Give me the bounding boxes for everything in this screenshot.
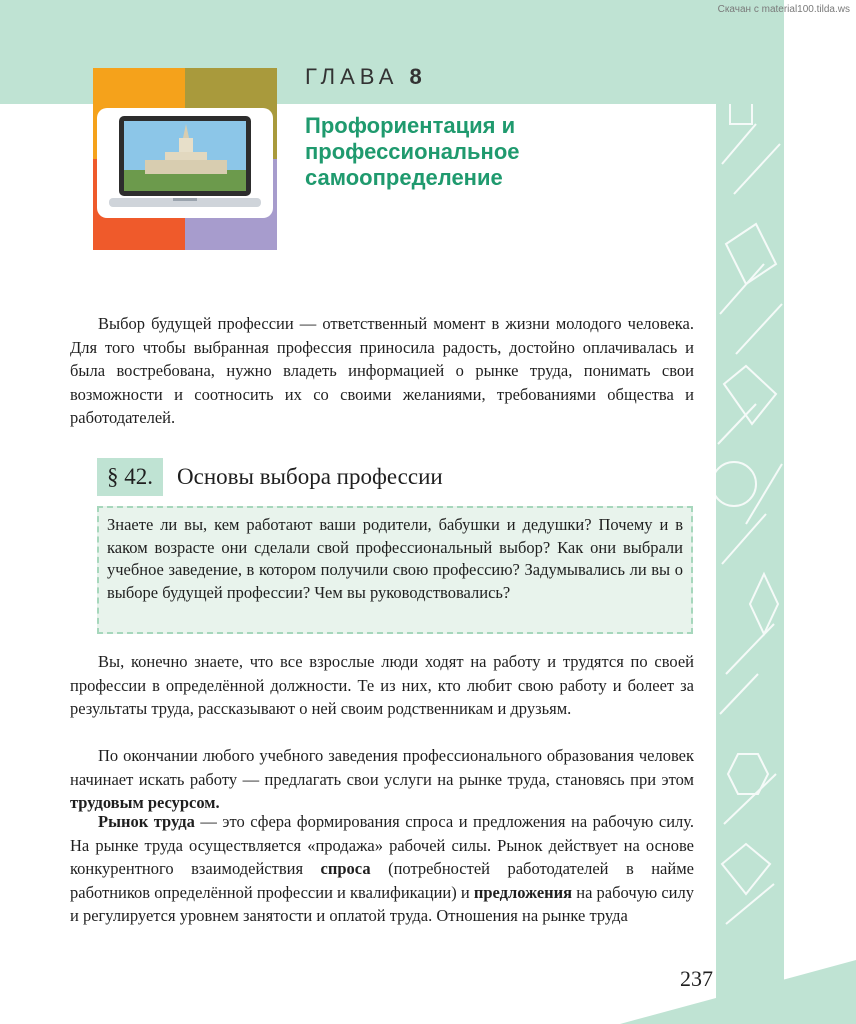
laptop-university-icon: [97, 108, 273, 218]
chapter-number: 8: [409, 64, 422, 89]
chapter-title: Профориентация и профессиональное самоопределение: [305, 113, 520, 190]
chapter-label: ГЛАВА 8: [305, 64, 422, 89]
term-supply: предложения: [473, 882, 573, 902]
body-paragraph-labor-resource: По окончании любого учебного заведения профессионального образования человек начинает искать работу — предлагать свои услуги на рынке труда, становясь при этом трудовым ресурсом.: [70, 746, 694, 812]
watermark: Скачан с material100.tilda.ws: [717, 4, 850, 15]
term-labor-resource: трудовым ресурсом.: [70, 793, 220, 812]
questions-box: Знаете ли вы, кем работают ваши родители, бабушки и дедушки? Почему и в каком возрасте они сделали свой профессиональный выбор? Как они выбрали учебное заведение, в котором получили свою профессию? Задумывались ли вы о выборе будущей профессии? Чем вы руководствовались?: [97, 506, 693, 634]
body-paragraph-labor-market: Рынок труда — это сфера формирования спроса и предложения на рабочую силу. На рынке труда осуществляется «продажа» рабочей силы. Рынок действует на основе конкурентного взаимодействия спроса (потребностей работодателей в найме работников определённой профессии и квалификации) и предложения на рабочую силу и регулируется уровнем занятости и оплатой труда. Отношения на рынке труда: [70, 812, 694, 925]
page-margin: [784, 0, 856, 1024]
geometric-pattern-decoration: [716, 104, 784, 1024]
body-paragraph: Вы, конечно знаете, что все взрослые люди ходят на работу и трудятся по своей профессии в определённой должности. Те из них, кто любит свою работу и болеет за результаты труда, рассказывают о ней своим родственникам и друзьям.: [70, 652, 694, 718]
term-demand: спроса: [320, 859, 371, 878]
section-title: Основы выбора профессии: [177, 464, 443, 489]
term-labor-market: Рынок труда: [98, 812, 195, 831]
page-number: 237: [680, 966, 713, 991]
section-number: § 42.: [97, 458, 163, 496]
chapter-illustration: [93, 68, 277, 250]
intro-paragraph: Выбор будущей профессии — ответственный момент в жизни молодого человека. Для того чтобы выбранная профессия приносила радость, достойно оплачивалась и была востребована, нужно владеть информацией о рынке труда, понимать свои возможности и соотносить их со своими желаниями, требованиями общества и работодателей.: [70, 314, 694, 427]
